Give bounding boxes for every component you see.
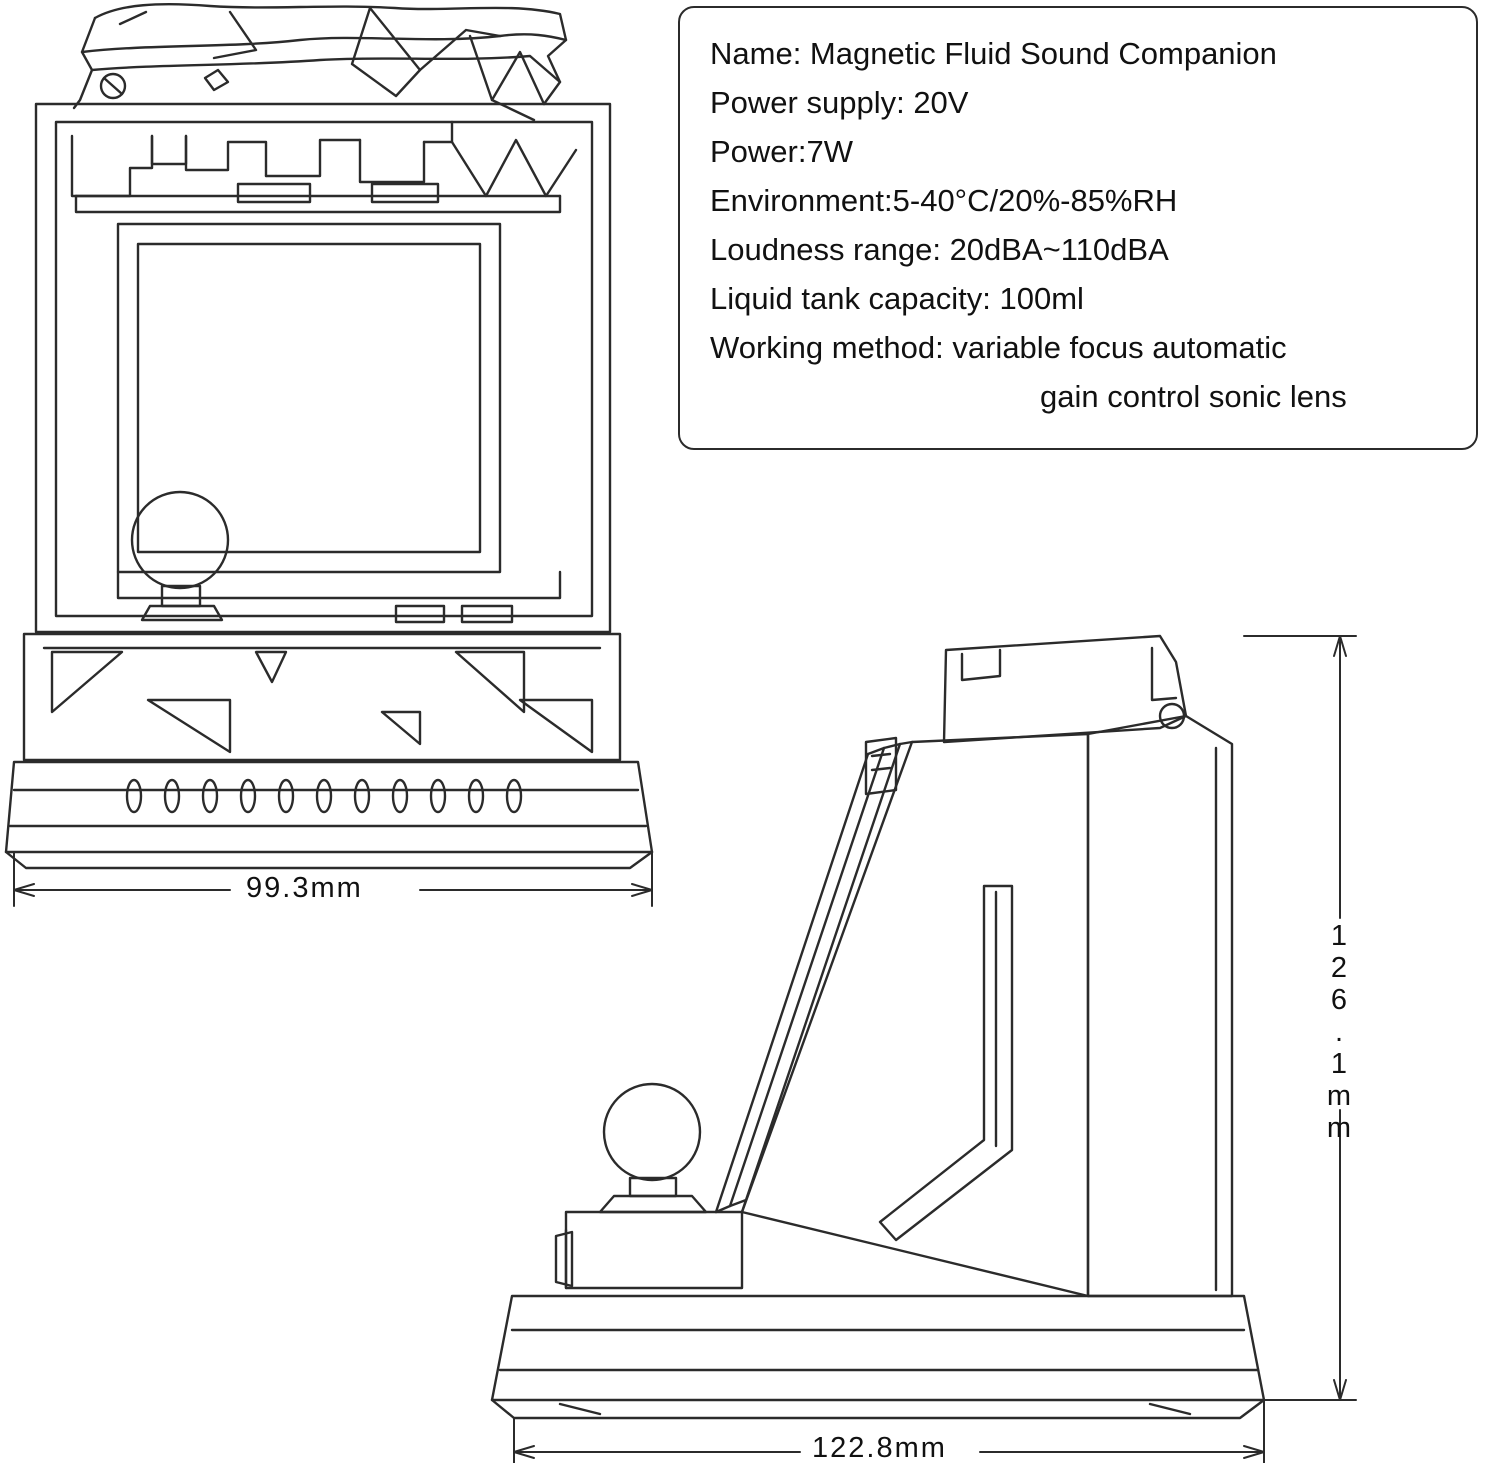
dimension-side-height-label: 126.1mm [1323, 920, 1355, 1144]
spec-line-working-method: Working method: variable focus automatic [710, 329, 1287, 365]
side-view-drawing [492, 636, 1356, 1463]
spec-line-working-method-cont: gain control sonic lens [1040, 378, 1347, 414]
dimension-front-width-label: 99.3mm [246, 872, 363, 904]
spec-line-power-supply: Power supply: 20V [710, 84, 969, 120]
spec-line-loudness-range: Loudness range: 20dBA~110dBA [710, 231, 1169, 267]
spec-line-name: Name: Magnetic Fluid Sound Companion [710, 36, 1277, 71]
front-view-drawing [6, 4, 652, 906]
dimension-side-width-label: 122.8mm [812, 1432, 947, 1464]
spec-line-power: Power:7W [710, 133, 853, 169]
specification-panel [678, 6, 1478, 450]
spec-line-liquid-tank-capacity: Liquid tank capacity: 100ml [710, 280, 1084, 316]
spec-line-environment: Environment:5-40°C/20%-85%RH [710, 182, 1178, 218]
